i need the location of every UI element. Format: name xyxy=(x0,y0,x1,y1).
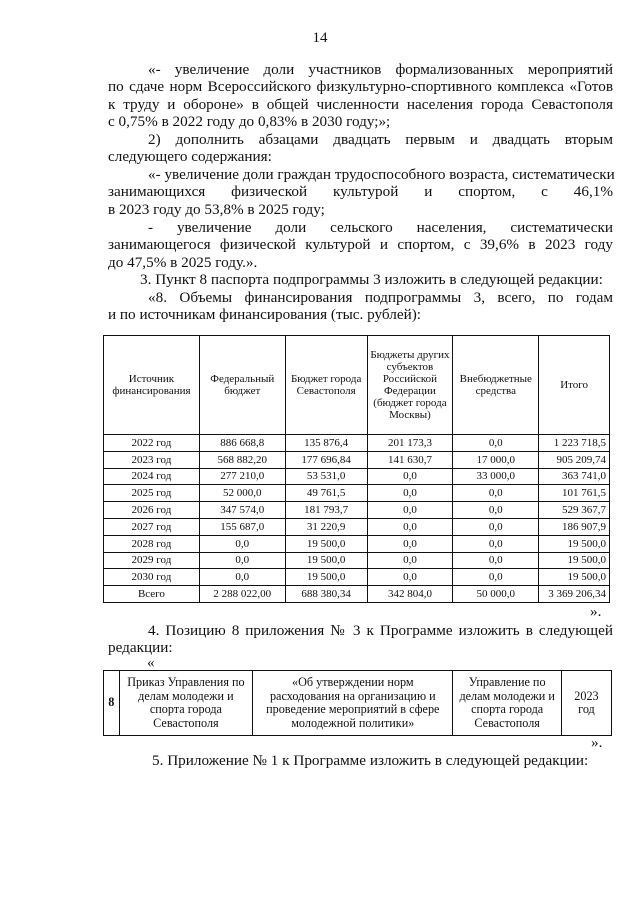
appendix-executor: Управление по делам молодежи и спорта города Севастополя xyxy=(453,671,561,736)
value-cell: 0,0 xyxy=(367,518,453,535)
row-label-cell: 2023 год xyxy=(104,451,200,468)
value-cell: 0,0 xyxy=(367,569,453,586)
text-line: редакции: xyxy=(108,639,173,657)
value-cell: 0,0 xyxy=(453,518,539,535)
value-cell: 101 761,5 xyxy=(539,485,610,502)
value-cell: 52 000,0 xyxy=(199,485,285,502)
value-cell: 177 696,84 xyxy=(285,451,367,468)
row-label-cell: 2022 год xyxy=(104,435,200,452)
value-cell: 688 380,34 xyxy=(285,586,367,603)
value-cell: 0,0 xyxy=(199,552,285,569)
text-line: занимающегося физической культурой и спортом, с 39,6% в 2023 году xyxy=(108,236,613,254)
value-cell: 0,0 xyxy=(199,569,285,586)
text-line: 2) дополнить абзацами двадцать первым и двадцать вторым xyxy=(148,131,613,148)
text-line: по сдаче норм Всероссийского физкультурно-спортивного комплекса «Готов xyxy=(108,78,613,96)
text-line: 4. Позицию 8 приложения № 3 к Программе изложить в следующей xyxy=(148,622,613,639)
value-cell: 53 531,0 xyxy=(285,468,367,485)
closing-quote: ». xyxy=(591,734,603,751)
row-label-cell: 2026 год xyxy=(104,502,200,519)
page-number: 14 xyxy=(312,30,328,46)
row-label-cell: 2024 год xyxy=(104,468,200,485)
column-header: Бюджет города Севастополя xyxy=(285,336,367,435)
value-cell: 568 882,20 xyxy=(199,451,285,468)
value-cell: 342 804,0 xyxy=(367,586,453,603)
appendix-num: 8 xyxy=(104,671,120,736)
value-cell: 33 000,0 xyxy=(453,468,539,485)
column-header: Источник финансирования xyxy=(104,336,200,435)
row-label-cell: 2029 год xyxy=(104,552,200,569)
opening-quote: « xyxy=(147,654,155,671)
value-cell: 886 668,8 xyxy=(199,435,285,452)
value-cell: 19 500,0 xyxy=(285,552,367,569)
text-line: к труду и обороне» в общей численности населения города Севастополя xyxy=(108,95,613,113)
paragraph-p1 xyxy=(108,61,613,131)
value-cell: 19 500,0 xyxy=(539,569,610,586)
text-line: с 0,75% в 2022 году до 0,83% в 2030 году;»; xyxy=(108,113,391,131)
appendix-year: 2023 год xyxy=(561,671,611,736)
paragraph-item5 xyxy=(108,752,613,769)
value-cell: 0,0 xyxy=(367,468,453,485)
table-row xyxy=(104,451,610,468)
table-row xyxy=(104,502,610,519)
paragraph-p4 xyxy=(108,219,613,271)
table-row xyxy=(104,552,610,569)
value-cell: 19 500,0 xyxy=(285,569,367,586)
text-line: следующего содержания: xyxy=(108,148,272,166)
value-cell: 363 741,0 xyxy=(539,468,610,485)
text-line: - увеличение доли сельского населения, систематически xyxy=(148,219,613,236)
text-line: и по источникам финансирования (тыс. рублей): xyxy=(108,306,422,324)
paragraph-p3 xyxy=(108,166,613,218)
value-cell: 135 876,4 xyxy=(285,435,367,452)
value-cell: 277 210,0 xyxy=(199,468,285,485)
value-cell: 19 500,0 xyxy=(539,535,610,552)
table-row xyxy=(104,435,610,452)
table-row xyxy=(104,518,610,535)
paragraph-p6 xyxy=(108,289,613,324)
value-cell: 529 367,7 xyxy=(539,502,610,519)
paragraph-p2 xyxy=(108,131,613,166)
row-label-cell: 2025 год xyxy=(104,485,200,502)
table-row xyxy=(104,468,610,485)
paragraph-p5 xyxy=(108,271,613,288)
paragraph-item4 xyxy=(108,622,613,657)
value-cell: 905 209,74 xyxy=(539,451,610,468)
closing-quote: ». xyxy=(590,603,602,620)
value-cell: 201 173,3 xyxy=(367,435,453,452)
value-cell: 181 793,7 xyxy=(285,502,367,519)
value-cell: 155 687,0 xyxy=(199,518,285,535)
value-cell: 0,0 xyxy=(367,502,453,519)
column-header: Внебюджетные средства xyxy=(453,336,539,435)
column-header: Итого xyxy=(539,336,610,435)
value-cell: 50 000,0 xyxy=(453,586,539,603)
text-line: «8. Объемы финансирования подпрограммы 3, всего, по годам xyxy=(148,289,613,306)
value-cell: 0,0 xyxy=(453,552,539,569)
table-row xyxy=(104,485,610,502)
value-cell: 0,0 xyxy=(453,569,539,586)
value-cell: 31 220,9 xyxy=(285,518,367,535)
row-label-cell: 2028 год xyxy=(104,535,200,552)
value-cell: 3 369 206,34 xyxy=(539,586,610,603)
text-line: до 47,5% в 2025 году.». xyxy=(108,253,258,271)
value-cell: 0,0 xyxy=(199,535,285,552)
column-header: Федеральный бюджет xyxy=(199,336,285,435)
text-line: 5. Приложение № 1 к Программе изложить в следующей редакции: xyxy=(152,752,589,769)
value-cell: 141 630,7 xyxy=(367,451,453,468)
value-cell: 186 907,9 xyxy=(539,518,610,535)
value-cell: 19 500,0 xyxy=(539,552,610,569)
text-line: 3. Пункт 8 паспорта подпрограммы 3 изложить в следующей редакции: xyxy=(140,271,603,288)
table-row xyxy=(104,671,612,736)
financing-table xyxy=(103,335,610,603)
value-cell: 0,0 xyxy=(367,485,453,502)
value-cell: 0,0 xyxy=(453,535,539,552)
text-line: занимающихся физической культурой и спортом, с 46,1% xyxy=(108,183,613,201)
value-cell: 49 761,5 xyxy=(285,485,367,502)
value-cell: 0,0 xyxy=(453,435,539,452)
table-row xyxy=(104,535,610,552)
row-label-cell: 2030 год xyxy=(104,569,200,586)
value-cell: 0,0 xyxy=(453,502,539,519)
column-header: Бюджеты других субъектов Российской Федерации (бюджет города Москвы) xyxy=(367,336,453,435)
appendix-doc: Приказ Управления по делам молодежи и спорта города Севастополя xyxy=(119,671,253,736)
value-cell: 347 574,0 xyxy=(199,502,285,519)
text-line: «- увеличение доли граждан трудоспособного возраста, систематически xyxy=(148,166,615,183)
row-label-cell: 2027 год xyxy=(104,518,200,535)
text-line: в 2023 году до 53,8% в 2025 году; xyxy=(108,200,325,218)
value-cell: 19 500,0 xyxy=(285,535,367,552)
value-cell: 2 288 022,00 xyxy=(199,586,285,603)
value-cell: 17 000,0 xyxy=(453,451,539,468)
row-label-cell: Всего xyxy=(104,586,200,603)
appendix-table xyxy=(103,670,612,736)
table-row xyxy=(104,586,610,603)
value-cell: 0,0 xyxy=(367,552,453,569)
value-cell: 1 223 718,5 xyxy=(539,435,610,452)
value-cell: 0,0 xyxy=(367,535,453,552)
text-line: «- увеличение доли участников формализованных мероприятий xyxy=(148,61,613,78)
appendix-title: «Об утверждении норм расходования на организацию и проведение мероприятий в сфере молодежной политики» xyxy=(253,671,453,736)
table-row xyxy=(104,569,610,586)
table-header-row xyxy=(104,336,610,435)
value-cell: 0,0 xyxy=(453,485,539,502)
